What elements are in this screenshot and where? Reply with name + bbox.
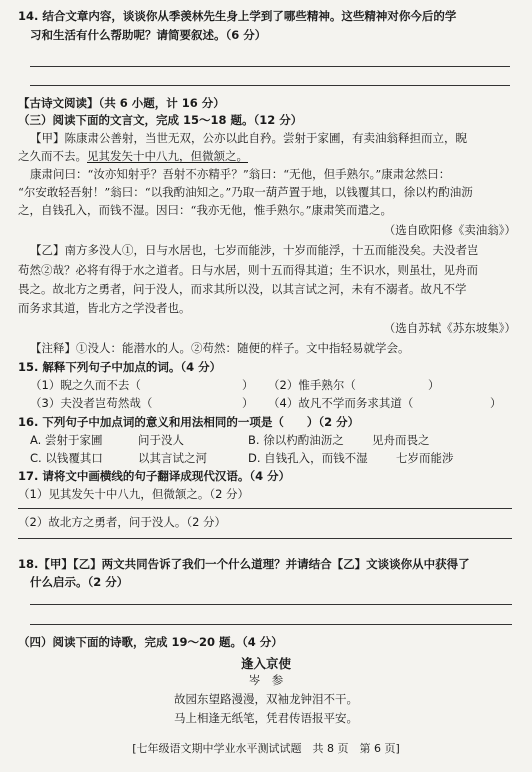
jia-line1: 【甲】陈康肃公善射，当世无双，公亦以此自矜。尝射于家圃，有卖油翁释担而立，睨 <box>30 131 467 145</box>
jia-source: （选自欧阳修《卖油翁》） <box>383 223 516 237</box>
section4-title: （四）阅读下面的诗歌，完成 19～20 题。（4 分） <box>18 635 283 649</box>
section3-title: （三）阅读下面的文言文，完成 15～18 题。（12 分） <box>18 113 303 127</box>
q16-option-d1: D. 自钱孔入，而钱不湿 <box>248 451 368 465</box>
jia-line4: “尔安敢轻吾射！”翁曰：“以我酌油知之。”乃取一葫芦置于地，以钱覆其口，徐以杓酌油沥 <box>18 185 473 199</box>
yi-line1: 【乙】南方多没人①，日与水居也，七岁而能涉，十岁而能浮，十五而能没矣。夫没者岂 <box>30 243 479 257</box>
q15-item3: （3）夫没者岂苟然哉（ <box>30 396 153 410</box>
q14-line1: 14. 结合文章内容，谈谈你从季羡林先生身上学到了哪些精神。这些精神对你今后的学 <box>18 9 457 23</box>
jia-underlined-sentence: 见其发矢十中八九，但微颔之。 <box>87 149 248 163</box>
yi-line4: 而务求其道，皆北方之学没者也。 <box>18 301 191 315</box>
yi-source: （选自苏轼《苏东坡集》） <box>383 321 516 335</box>
q16-option-b2: 见舟而畏之 <box>372 433 430 447</box>
q15-item4: （4）故凡不学而务求其道（ <box>268 396 414 410</box>
annotation-note: 【注释】①没人：能潜水的人。②苟然：随便的样子。文中指轻易就学会。 <box>30 341 410 355</box>
jia-line3: 康肃问曰：“汝亦知射乎？吾射不亦精乎？”翁曰：“无他，但手熟尔。”康肃忿然曰： <box>30 167 451 181</box>
q16-option-b1: B. 徐以杓酌油沥之 <box>248 433 344 447</box>
q17-item1: （1）见其发矢十中八九，但微颔之。（2 分） <box>18 487 250 501</box>
poem-line2: 马上相逢无纸笔，凭君传语报平安。 <box>174 711 358 725</box>
yi-line2: 苟然②哉？必将有得于水之道者。日与水居，则十五而得其道；生不识水，则虽壮，见舟而 <box>18 263 478 277</box>
q15-item4-close: ） <box>490 396 502 410</box>
jia-line5: 之，自钱孔入，而钱不湿。因曰：“我亦无他，惟手熟尔。”康肃笑而遣之。 <box>18 203 393 217</box>
jia-line2-a: 之久而不去。 <box>18 149 87 163</box>
answer-line <box>30 66 510 67</box>
q16-option-c2: 以其言试之河 <box>138 451 207 465</box>
q16-option-c1: C. 以钱覆其口 <box>30 451 103 465</box>
q16-option-a1: A. 尝射于家圃 <box>30 433 103 447</box>
section-classical-heading: 【古诗文阅读】（共 6 小题，计 16 分） <box>18 96 225 110</box>
poem-title: 逢入京使 <box>240 656 291 671</box>
q15-item1-close: ） <box>242 378 254 392</box>
q15-item2-close: ） <box>428 378 440 392</box>
q15-item2: （2）惟手熟尔（ <box>268 378 356 392</box>
page-footer: [七年级语文期中学业水平测试试题 共 8 页 第 6 页] <box>132 742 400 755</box>
q15-item1: （1）睨之久而不去（ <box>30 378 141 392</box>
poem-line1: 故园东望路漫漫，双袖龙钟泪不干。 <box>174 692 358 706</box>
answer-line <box>18 508 512 509</box>
answer-line <box>30 604 512 605</box>
answer-line <box>30 624 512 625</box>
q15-item3-close: ） <box>242 396 254 410</box>
answer-line <box>18 538 512 539</box>
q16-title: 16. 下列句子中加点词的意义和用法相同的一项是（ ）（2 分） <box>18 415 360 429</box>
q16-option-a2: 问于没人 <box>138 433 184 447</box>
q14-line2: 习和生活有什么帮助呢？请简要叙述。（6 分） <box>30 28 267 42</box>
q17-item2: （2）故北方之勇者，问于没人。（2 分） <box>18 515 227 529</box>
poem-author: 岑 参 <box>248 673 284 687</box>
q18-line1: 18.【甲】【乙】两文共同告诉了我们一个什么道理？并请结合【乙】文谈谈你从中获得了 <box>18 557 470 571</box>
q17-title: 17. 请将文中画横线的句子翻译成现代汉语。（4 分） <box>18 469 291 483</box>
jia-line2 <box>18 148 248 164</box>
q15-title: 15. 解释下列句子中加点的词。（4 分） <box>18 360 222 374</box>
q18-line2: 什么启示。（2 分） <box>30 575 129 589</box>
answer-line <box>30 85 510 86</box>
yi-line3: 畏之。故北方之勇者，问于没人，而求其所以没，以其言试之河，未有不溺者。故凡不学 <box>18 282 467 296</box>
q16-option-d2: 七岁而能涉 <box>396 451 454 465</box>
